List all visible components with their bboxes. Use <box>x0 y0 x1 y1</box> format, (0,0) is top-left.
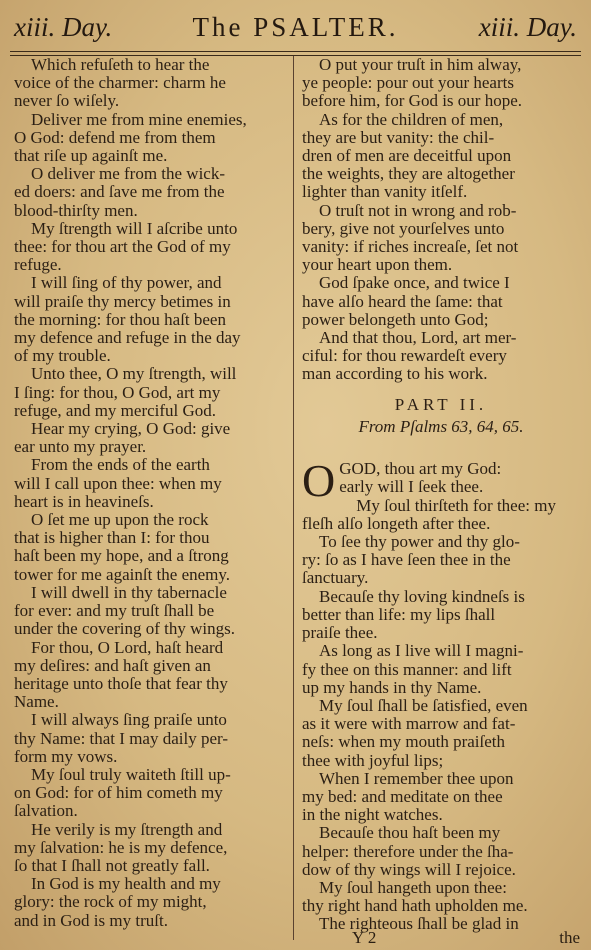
first-verse-text: GOD, thou art my God: early will I ſeek thee. <box>339 459 502 497</box>
verse: My ſoul thirſteth for thee: my fleſh alſo longeth after thee. <box>302 495 556 533</box>
header-title: The PSALTER. <box>192 12 399 42</box>
verse: From the ends of the earth will I call upon thee: when my heart is in heavineſs. <box>14 455 222 511</box>
verse: O truſt not in wrong and rob- bery, give not yourſelves unto vanity: if riches increaſe, ſet not your heart upon them. <box>302 200 519 275</box>
signature-mark: Y 2 <box>352 928 377 947</box>
verse: Unto thee, O my ſtrength, will I ſing: for thou, O God, art my refuge, and my merciful God. <box>14 364 237 420</box>
verse: To ſee thy power and thy glo- ry: ſo as I have ſeen thee in the ſanctuary. <box>302 532 520 588</box>
first-verse <box>302 442 580 507</box>
verse: O put your truſt in him alway, ye people: pour out your hearts before him, for God is our hope. <box>302 55 523 111</box>
verse: My ſoul hangeth upon thee: thy right hand hath upholden me. <box>302 877 528 916</box>
verse: As for the children of men, they are but vanity: the chil- dren of men are deceitful upon the weights, they are altogether lighter than vanity itſelf. <box>302 109 515 202</box>
part-heading: PART II. <box>394 394 488 414</box>
verse: As long as I live will I magni- fy thee on this manner: and lift up my hands in thy Name. <box>302 641 524 697</box>
verse: Hear my crying, O God: give ear unto my prayer. <box>14 419 231 457</box>
verse: My ſoul truly waiteth ſtill up- on God: for of him cometh my ſalvation. <box>14 764 231 821</box>
verse: I will dwell in thy tabernacle for ever: and my truſt ſhall be under the covering of thy wings. <box>14 582 235 639</box>
verse: O deliver me from the wick- ed doers: and ſave me from the blood-thirſty men. <box>14 164 226 220</box>
page-footer <box>302 928 580 946</box>
verse: The righteous ſhall be glad in <box>319 914 519 934</box>
verse: In God is my health and my glory: the rock of my might, and in God is my truſt. <box>14 874 221 930</box>
part-subheading: From Pſalms 63, 64, 65. <box>358 416 524 436</box>
verse: Becauſe thou haſt been my helper: therefore under the ſha- dow of thy wings will I rejoice. <box>302 823 516 879</box>
verse: Deliver me from mine enemies, O God: defend me from them that riſe up againſt me. <box>14 109 247 166</box>
catchword: the <box>559 928 580 947</box>
verse: I will ſing of thy power, and will praiſe thy mercy betimes in the morning: for thou haſt been my defence and refuge in the day of my trouble. <box>14 273 241 366</box>
left-column <box>14 56 286 950</box>
running-header <box>14 12 577 46</box>
verse: And that thou, Lord, art mer- ciful: for thou rewardeſt every man according to his work. <box>302 328 517 384</box>
right-column-verses-bottom <box>302 497 580 934</box>
verse: O ſet me up upon the rock that is higher than I: for thou haſt been my hope, and a ſtrong tower for me againſt the enemy. <box>14 510 231 584</box>
verse: For thou, O Lord, haſt heard my deſires: and haſt given an heritage unto thoſe that fear thy Name. <box>14 637 228 712</box>
header-day-right: xiii. Day. <box>478 12 577 42</box>
verse: Becauſe thy loving kindneſs is better than life: my lips ſhall praiſe thee. <box>302 586 525 643</box>
verse: My ſoul ſhall be ſatisfied, even as it were with marrow and fat- neſs: when my mouth praiſeth thee with joyful lips; <box>302 695 528 770</box>
verse: Which refuſeth to hear the voice of the charmer: charm he never ſo wiſely. <box>14 55 226 111</box>
verse: I will always ſing praiſe unto thy Name: that I may daily per- form my vows. <box>14 710 228 766</box>
verse: He verily is my ſtrength and my ſalvation: he is my defence, ſo that I ſhall not greatly fall. <box>14 819 228 875</box>
verse: When I remember thee upon my bed: and meditate on thee in the night watches. <box>302 768 514 825</box>
drop-cap: O <box>302 455 336 507</box>
verse: God ſpake once, and twice I have alſo heard the ſame: that power belongeth unto God; <box>302 273 510 329</box>
column-divider <box>293 56 294 940</box>
header-day-left: xiii. Day. <box>14 12 113 42</box>
verse: My ſtrength will I aſcribe unto thee: for thou art the God of my refuge. <box>14 218 238 275</box>
right-column <box>302 56 580 950</box>
right-column-verses-top <box>302 56 580 384</box>
